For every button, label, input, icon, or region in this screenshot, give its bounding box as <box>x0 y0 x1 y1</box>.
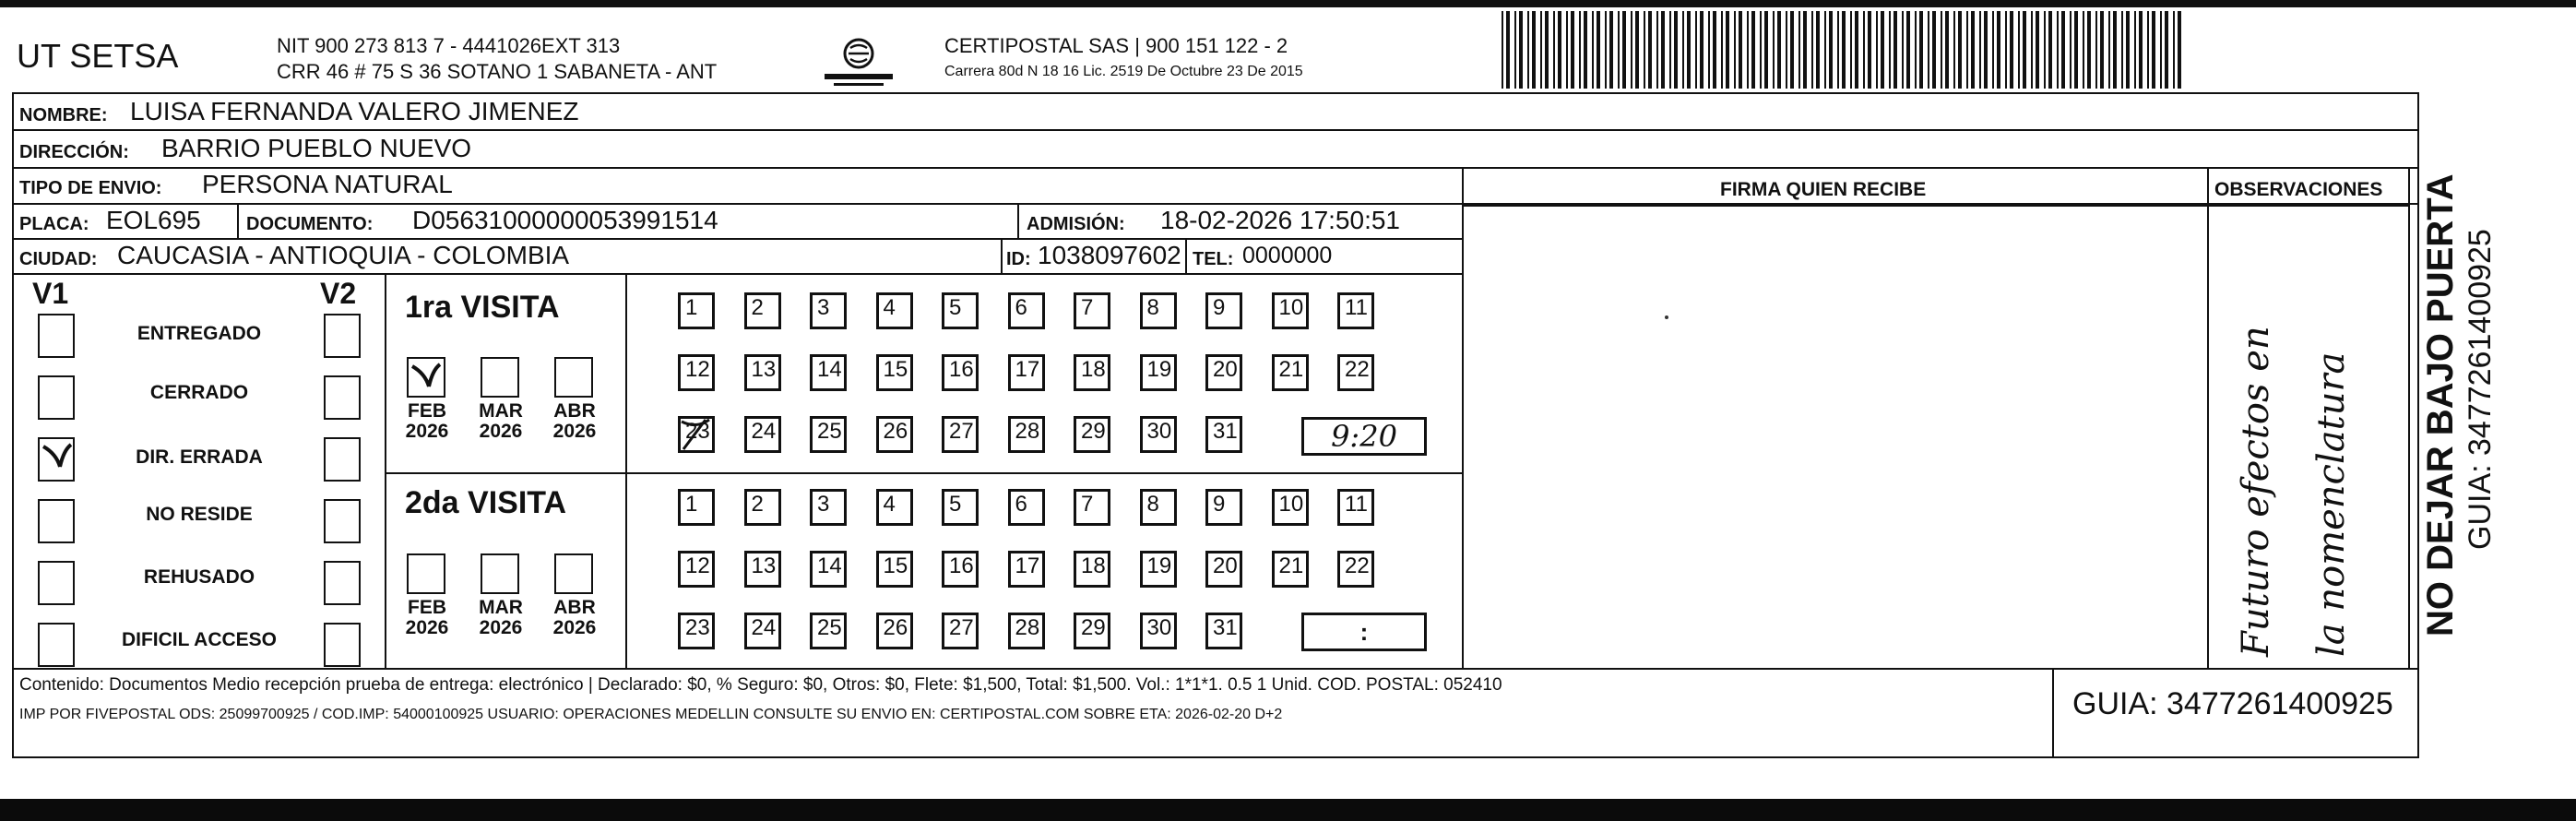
observation-handwritten-1: Futuro efectos en <box>2235 326 2277 657</box>
day-box[interactable]: 11 <box>1337 489 1374 526</box>
day-box[interactable]: 6 <box>1008 292 1045 329</box>
day-box[interactable]: 7 <box>1074 292 1110 329</box>
status-divider <box>385 273 386 668</box>
status-label: DIFICIL ACCESO <box>121 629 277 650</box>
day-box[interactable]: 9 <box>1205 292 1242 329</box>
footer-content-line: Contenido: Documentos Medio recepción prueba de entrega: electrónico | Declarado: $0, % Seguro: $0, Otros: $0, Flete: $1,500, Total: $1,500. Vol.: 1*1*1. 0.5 1 Unid. COD. POSTAL: 052410 <box>19 675 1502 695</box>
row-divider <box>14 167 2417 169</box>
day-box[interactable]: 1 <box>678 292 715 329</box>
day-box[interactable]: 12 <box>678 551 715 588</box>
day-box[interactable]: 1 <box>678 489 715 526</box>
day-box[interactable]: 22 <box>1337 354 1374 391</box>
month-label <box>399 401 455 442</box>
visit-divider <box>625 273 627 668</box>
v2-checkbox[interactable] <box>324 623 361 667</box>
day-box[interactable]: 31 <box>1205 613 1242 649</box>
visit2-time[interactable]: : <box>1301 613 1427 651</box>
day-box[interactable]: 23 <box>678 416 715 453</box>
month-name: FEB <box>408 597 446 618</box>
day-box[interactable]: 11 <box>1337 292 1374 329</box>
month-name: ABR <box>553 597 596 618</box>
day-box[interactable]: 17 <box>1008 354 1045 391</box>
month-checkbox[interactable] <box>554 357 593 398</box>
day-box[interactable]: 25 <box>810 613 847 649</box>
carrier-license: Carrera 80d N 18 16 Lic. 2519 De Octubre 23 De 2015 <box>944 64 1303 79</box>
v1-checkbox[interactable] <box>38 437 75 482</box>
carrier-name: CERTIPOSTAL SAS | 900 151 122 - 2 <box>944 34 1288 57</box>
day-box[interactable]: 5 <box>942 489 979 526</box>
month-checkbox[interactable] <box>481 357 519 398</box>
day-box[interactable]: 20 <box>1205 551 1242 588</box>
side-guia-text: GUIA: 3477261400925 <box>2463 229 2498 550</box>
day-box[interactable]: 20 <box>1205 354 1242 391</box>
day-box[interactable]: 4 <box>876 292 913 329</box>
day-box[interactable]: 2 <box>744 292 781 329</box>
footer-guia: GUIA: 3477261400925 <box>2072 686 2393 721</box>
status-label: REHUSADO <box>143 566 255 588</box>
col-divider <box>1185 238 1187 273</box>
ciudad-value: CAUCASIA - ANTIOQUIA - COLOMBIA <box>117 241 570 269</box>
day-box[interactable]: 23 <box>678 613 715 649</box>
day-box[interactable]: 8 <box>1140 292 1177 329</box>
day-box[interactable]: 19 <box>1140 354 1177 391</box>
ciudad-label: CIUDAD: <box>19 249 98 269</box>
day-box[interactable]: 18 <box>1074 551 1110 588</box>
v2-checkbox[interactable] <box>324 561 361 605</box>
row-divider <box>14 273 1462 275</box>
tel-label: TEL: <box>1193 249 1234 269</box>
admision-value: 18-02-2026 17:50:51 <box>1160 206 1400 234</box>
day-box[interactable]: 4 <box>876 489 913 526</box>
day-box[interactable]: 10 <box>1272 292 1309 329</box>
visit-separator <box>385 472 1462 474</box>
day-box[interactable]: 5 <box>942 292 979 329</box>
day-box[interactable]: 30 <box>1140 416 1177 453</box>
direccion-value: BARRIO PUEBLO NUEVO <box>161 134 472 162</box>
v1-checkbox[interactable] <box>38 375 75 420</box>
day-box[interactable]: 14 <box>810 551 847 588</box>
delivery-form <box>12 92 2419 758</box>
placa-value: EOL695 <box>106 206 201 234</box>
month-year: 2026 <box>552 421 597 442</box>
month-checkbox[interactable] <box>481 553 519 594</box>
visit2-title: 2da VISITA <box>405 485 567 520</box>
day-box[interactable]: 30 <box>1140 613 1177 649</box>
day-box[interactable]: 3 <box>810 489 847 526</box>
day-box[interactable]: 3 <box>810 292 847 329</box>
day-box[interactable]: 28 <box>1008 613 1045 649</box>
placa-label: PLACA: <box>19 214 89 234</box>
day-box[interactable]: 8 <box>1140 489 1177 526</box>
month-label <box>547 401 602 442</box>
status-label: ENTREGADO <box>137 323 262 344</box>
v2-header: V2 <box>320 277 357 310</box>
row-divider <box>14 129 2417 131</box>
day-box[interactable]: 9 <box>1205 489 1242 526</box>
observation-handwritten-2: la nomenclatura <box>2310 351 2353 657</box>
day-box[interactable]: 26 <box>876 416 913 453</box>
day-box[interactable]: 13 <box>744 551 781 588</box>
direccion-label: DIRECCIÓN: <box>19 142 129 162</box>
row-divider <box>14 668 2417 670</box>
month-label <box>399 598 455 638</box>
footer-divider <box>2052 668 2054 756</box>
month-checkbox[interactable] <box>407 357 445 398</box>
v1-checkbox[interactable] <box>38 623 75 667</box>
day-box[interactable]: 22 <box>1337 551 1374 588</box>
id-value: 1038097602 <box>1038 241 1181 269</box>
day-box[interactable]: 24 <box>744 416 781 453</box>
day-box[interactable]: 10 <box>1272 489 1309 526</box>
company-name: UT SETSA <box>17 37 179 75</box>
month-label <box>473 401 528 442</box>
day-box[interactable]: 16 <box>942 354 979 391</box>
barcode-icon <box>1502 11 2184 89</box>
tipo-value: PERSONA NATURAL <box>202 170 453 198</box>
day-box[interactable]: 28 <box>1008 416 1045 453</box>
col-divider <box>2408 167 2410 668</box>
v1-checkbox[interactable] <box>38 499 75 543</box>
observaciones-header: OBSERVACIONES <box>2214 179 2383 200</box>
v2-checkbox[interactable] <box>324 375 361 420</box>
day-box[interactable]: 24 <box>744 613 781 649</box>
visit1-time[interactable]: 9:20 <box>1301 417 1427 456</box>
day-box[interactable]: 27 <box>942 416 979 453</box>
day-box[interactable]: 14 <box>810 354 847 391</box>
month-year: 2026 <box>405 617 449 638</box>
spacer <box>2043 668 2045 670</box>
nombre-value: LUISA FERNANDA VALERO JIMENEZ <box>130 97 579 125</box>
firma-header: FIRMA QUIEN RECIBE <box>1720 179 1927 200</box>
visit1-title: 1ra VISITA <box>405 290 560 325</box>
col-divider <box>1001 238 1003 273</box>
v1-checkbox[interactable] <box>38 561 75 605</box>
v2-checkbox[interactable] <box>324 437 361 482</box>
day-box[interactable]: 19 <box>1140 551 1177 588</box>
documento-value: D05631000000053991514 <box>412 206 718 234</box>
day-box[interactable]: 21 <box>1272 354 1309 391</box>
company-info <box>277 33 717 85</box>
day-box[interactable]: 16 <box>942 551 979 588</box>
no-dejar-text: NO DEJAR BAJO PUERTA <box>2420 173 2461 637</box>
day-box[interactable]: 25 <box>810 416 847 453</box>
day-box[interactable]: 13 <box>744 354 781 391</box>
month-year: 2026 <box>479 617 523 638</box>
day-box[interactable]: 27 <box>942 613 979 649</box>
day-box[interactable]: 26 <box>876 613 913 649</box>
day-box[interactable]: 21 <box>1272 551 1309 588</box>
month-name: MAR <box>479 597 523 618</box>
month-label <box>547 598 602 638</box>
month-name: FEB <box>408 400 446 422</box>
nombre-label: NOMBRE: <box>19 105 108 125</box>
documento-label: DOCUMENTO: <box>246 214 374 234</box>
v2-checkbox[interactable] <box>324 314 361 358</box>
month-checkbox[interactable] <box>407 553 445 594</box>
status-label: CERRADO <box>149 382 249 403</box>
col-divider <box>2207 167 2209 668</box>
admision-label: ADMISIÓN: <box>1027 214 1125 234</box>
day-box[interactable]: 18 <box>1074 354 1110 391</box>
day-box[interactable]: 12 <box>678 354 715 391</box>
month-year: 2026 <box>405 421 449 442</box>
status-label: NO RESIDE <box>146 504 253 525</box>
carrier-info <box>944 33 1303 85</box>
v1-header: V1 <box>32 277 69 310</box>
month-name: ABR <box>553 400 596 422</box>
v2-checkbox[interactable] <box>324 499 361 543</box>
tel-value: 0000000 <box>1242 243 1333 268</box>
day-box[interactable]: 29 <box>1074 613 1110 649</box>
col-divider <box>1017 203 1019 238</box>
bottom-border <box>0 799 2576 821</box>
month-name: MAR <box>479 400 523 422</box>
day-box[interactable]: 17 <box>1008 551 1045 588</box>
v1-checkbox[interactable] <box>38 314 75 358</box>
nit-line: NIT 900 273 813 7 - 4441026EXT 313 <box>277 34 621 57</box>
day-box[interactable]: 15 <box>876 354 913 391</box>
address-line: CRR 46 # 75 S 36 SOTANO 1 SABANETA - ANT <box>277 60 718 83</box>
top-border <box>0 0 2576 7</box>
stray-dot <box>1665 315 1668 319</box>
footer-print-line: IMP POR FIVEPOSTAL ODS: 25099700925 / COD.IMP: 54000100925 USUARIO: OPERACIONES MEDELLIN CONSULTE SU ENVIO EN: CERTIPOSTAL.COM SOBRE ETA: 2026-02-20 D+2 <box>19 707 1283 722</box>
row-divider <box>14 238 1462 240</box>
month-label <box>473 598 528 638</box>
day-box[interactable]: 6 <box>1008 489 1045 526</box>
certipostal-logo-icon <box>815 35 902 90</box>
day-box[interactable]: 7 <box>1074 489 1110 526</box>
header-underline <box>1462 205 2410 207</box>
strike-mark <box>678 416 715 453</box>
day-box[interactable]: 15 <box>876 551 913 588</box>
col-divider <box>1462 167 1464 668</box>
day-box[interactable]: 2 <box>744 489 781 526</box>
col-divider <box>237 203 239 238</box>
month-year: 2026 <box>552 617 597 638</box>
tipo-label: TIPO DE ENVIO: <box>19 178 162 198</box>
status-label: DIR. ERRADA <box>136 446 263 468</box>
day-box[interactable]: 29 <box>1074 416 1110 453</box>
month-checkbox[interactable] <box>554 553 593 594</box>
id-label: ID: <box>1006 249 1031 269</box>
month-year: 2026 <box>479 421 523 442</box>
day-box[interactable]: 31 <box>1205 416 1242 453</box>
